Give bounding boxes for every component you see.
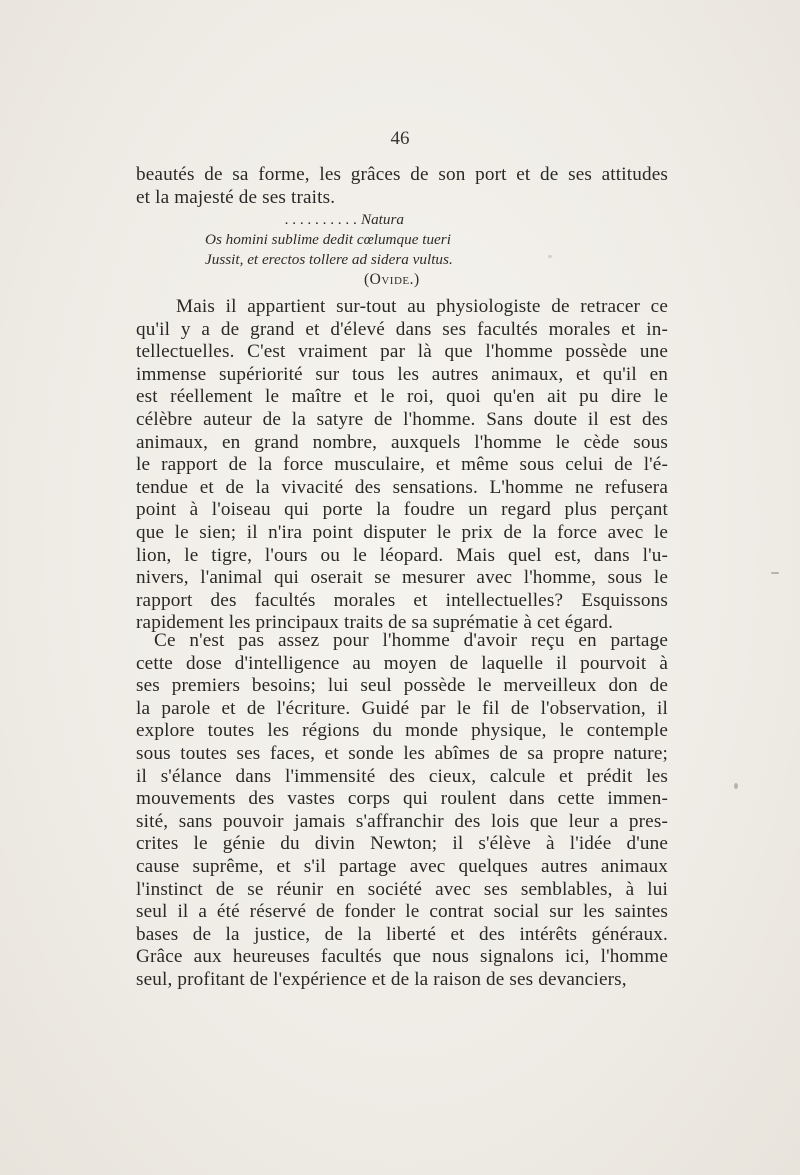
paper-speck [734,783,738,789]
text-line: tendue et de la vivacité des sensations. L'homme ne refusera [136,476,668,498]
paragraph [136,630,668,992]
text-line: rapport des facultés morales et intellectuelles? Esquissons [136,589,668,611]
text-line: mouvements des vastes corps qui roulent dans cette immen- [136,788,668,810]
text-line: célèbre auteur de la satyre de l'homme. Sans doute il est des [136,408,668,430]
text-line: animaux, en grand nombre, auxquels l'homme le cède sous [136,431,668,453]
quote-attribution: (Ovide.) [364,271,420,288]
text-line: cette dose d'intelligence au moyen de laquelle il pourvoit à [136,652,668,674]
text-line: cause suprême, et s'il partage avec quelques autres animaux [136,855,668,877]
text-line: et la majesté de ses traits. [136,186,336,208]
text-line: sité, sans pouvoir jamais s'affranchir des lois que leur a pres- [136,810,668,832]
text-line: rapidement les principaux traits de sa suprématie à cet égard. [136,612,614,634]
paragraph [136,296,668,635]
text-line: Mais il appartient sur-tout au physiologiste de retracer ce [176,296,668,317]
text-line: qu'il y a de grand et d'élevé dans ses facultés morales et in- [136,318,668,340]
text-line: est réellement le maître et le roi, quoi qu'en ait pu dire le [136,386,668,408]
text-line: que le sien; il n'ira point disputer le prix de la force avec le [136,521,668,543]
text-line: crites le génie du divin Newton; il s'élève à l'idée d'une [136,833,668,855]
text-line: l'instinct de se réunir en société avec ses semblables, à lui [136,878,668,900]
text-line: bases de la justice, de la liberté et des intérêts généraux. [136,923,668,945]
paper-speck [548,255,552,258]
text-line: le rapport de la force musculaire, et même sous celui de l'é- [136,454,668,476]
text-line: seul, profitant de l'expérience et de la raison de ses devanciers, [136,968,627,990]
text-line: explore toutes les régions du monde physique, le contemple [136,720,668,742]
text-line: seul il a été réservé de fonder le contrat social sur les saintes [136,901,668,923]
quote-line: Os homini sublime dedit cœlumque tueri [205,230,451,248]
text-line: lion, le tigre, l'ours ou le léopard. Mais quel est, dans l'u- [136,544,668,566]
text-line: tellectuelles. C'est vraiment par là que l'homme possède une [136,341,668,363]
text-line: nivers, l'animal qui oserait se mesurer avec l'homme, sous le [136,567,668,589]
text-line: sous toutes ses faces, et sonde les abîmes de sa propre nature; [136,742,668,764]
text-line: il s'élance dans l'immensité des cieux, calcule et prédit les [136,765,668,787]
text-line: immense supériorité sur tous les autres animaux, et qu'il en [136,363,668,385]
text-line: ses premiers besoins; lui seul possède le merveilleux don de [136,675,668,697]
latin-quotation [205,210,505,269]
text-line: Grâce aux heureuses facultés que nous signalons ici, l'homme [136,946,668,968]
page-number: 46 [390,128,410,149]
paper-speck [771,572,779,574]
text-line: Ce n'est pas assez pour l'homme d'avoir reçu en partage [154,630,668,651]
text-line: la parole et de l'écriture. Guidé par le fil de l'observation, il [136,697,668,719]
text-line: beautés de sa forme, les grâces de son port et de ses attitudes [136,164,668,185]
text-line: point à l'oiseau qui porte la foudre un regard plus perçant [136,499,668,521]
opening-paragraph [136,164,668,209]
quote-line: Jussit, et erectos tollere ad sidera vultus. [205,250,453,268]
quote-line: . . . . . . . . . . Natura [285,211,404,228]
